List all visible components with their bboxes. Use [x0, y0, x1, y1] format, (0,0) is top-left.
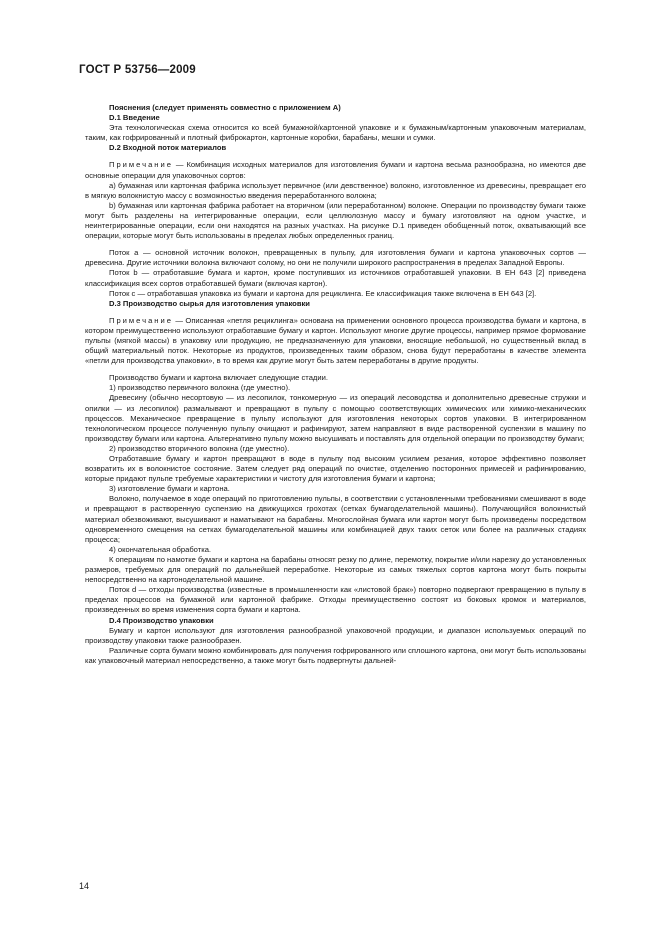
paragraph: Волокно, получаемое в ходе операций по приготовлению пульпы, в соответствии с установленными требованиями смешивают в воде и превращают в растворенную суспензию на движущихся грохотах (сетках бумагоделательной машины). Получающийся волокнистый материал обезвоживают, высушивают и наматывают на барабаны. Многослойная бумага или картон могут быть произведены посредством одновременного смещения на сетках бумагоделательной машины или комбинацией двух таких сеток или более на различных стадиях процесса; — [85, 494, 586, 544]
paragraph: К операциям по намотке бумаги и картона на барабаны относят резку по длине, перемотку, покрытие и/или нарезку до установленных размеров, требуемых для операций по дальнейшей переработке. Некоторые из самых тяжелых сортов картона могут быть покрыты непосредственно на картоноделательной машине. — [85, 554, 586, 585]
list-item: 1) производство первичного волокна (где уместно). — [109, 383, 291, 393]
paragraph: Поток b — отработавшие бумага и картон, кроме поступивших из источников отработавшей упаковки. В ЕН 643 [2] приведена классификация всех сортов отработавшей бумаги (включая картон). — [85, 268, 586, 288]
list-item: 2) производство вторичного волокна (где уместно). — [109, 443, 290, 453]
list-item: а) бумажная или картонная фабрика использует первичное (или девственное) волокно, изготовленное из древесины, превращает его в мягкую волокнистую массу с возможностью введения переработанного волокна; — [85, 180, 586, 200]
paragraph: Поток d — отходы производства (известные в промышленности как «листовой брак») повторно подвергают превращению в пульпу в пределах процессов на бумажной или картонной фабрике. Отходы преимущественно состоят из боковых кромок и материалов, произведенных во время изменения сорта бумаги и картона. — [85, 585, 586, 615]
standard-header: ГОСТ Р 53756—2009 — [79, 64, 196, 76]
paragraph: Отработавшие бумагу и картон превращают в воде в пульпу под высоким усилием резания, которое эффективно позволяет возвратить их в волокнистое состояние. Затем следует ряд операций по очистке, отделению посторонних примесей и рафинированию, которые придают пульпе требуемые характеристики и чистоту для изготовления бумаги и картона; — [85, 454, 586, 484]
list-item: 3) изготовление бумаги и картона. — [109, 484, 230, 494]
page-number: 14 — [79, 881, 90, 891]
note-text: — Описанная «петля рециклинга» основана на применении основного процесса производства бумаги и картона, в котором преимущественно используют отработавшие бумагу и картон. Используют многие другие процессы, например прямое формование пульпы (мягкой массы) в упаковку или продукцию, не предназначенную для упаковки, вносящие небольшой, но существенный вклад в общий материальный поток. Некоторые из продуктов, произведенных таким образом, снова будут переработаны в качестве элемента «петли для производства упаковки», в то время как другие могут быть затем переработаны в другие продукты. — [85, 315, 586, 366]
section-d1-title: D.1 Введение — [109, 113, 160, 123]
section-d3-title: D.3 Производство сырья для изготовления упаковки — [109, 298, 310, 308]
paragraph: Древесину (обычно несортовую — из лесопилок, тонкомерную — из операций лесоводства и дополнительно древесные стружки и опилки — из лесопилок) размалывают и превращают в пульпу с помощью соответствующих химических или химико-механических процессов. Механическое превращение в пульпу используют для изготовления некоторых сортов упаковки. В интегрированном технологическом процессе полученную пульпу очищают и рафинируют, затем направляют в виде растворенной суспензии в машину по производству бумаги или картона. Альтернативно пульпу можно высушивать и поставлять для отдельной операции по производству бумаги; — [85, 393, 586, 443]
list-item: 4) окончательная обработка. — [109, 544, 212, 554]
section-d2-title: D.2 Входной поток материалов — [109, 143, 227, 153]
note-text: — Комбинация исходных материалов для изготовления бумаги и картона весьма разнообразна, но имеются две основные операции для упаковочных сортов: — [85, 160, 586, 180]
note-paragraph — [85, 160, 586, 180]
note-paragraph — [85, 316, 586, 366]
paragraph: Эта технологическая схема относится ко всей бумажной/картонной упаковке и к бумажным/картонным упаковочным материалам, таким, как гофрированный и плотный фиброкартон, картонные коробки, барабаны, мешки и сумки. — [85, 123, 586, 143]
paragraph: Производство бумаги и картона включает следующие стадии. — [109, 373, 328, 383]
paragraph: Различные сорта бумаги можно комбинировать для получения гофрированного или сплошного картона, они могут быть использованы как упаковочный материал непосредственно, а также могут быть подвергнуты дальней- — [85, 645, 586, 665]
note-label: Примечание — [109, 315, 173, 325]
paragraph: Поток c — отработавшая упаковка из бумаги и картона для рециклинга. Ее классификация также включена в ЕН 643 [2]. — [109, 288, 537, 298]
explanations-heading: Пояснения (следует применять совместно с приложением А) — [109, 103, 341, 112]
list-item: b) бумажная или картонная фабрика работает на вторичном (или переработанном) волокне. Операции по производству бумаги также могут быть разделены на интегрированные операции, если целлюлозную массу и бумагу изготовляют на одном участке, и неинтегрированные операции, если они находятся на разных участках. На рисунке D.1 приведен обобщенный поток, охватывающий все операции, которые могут быть использованы в пределах любых определенных границ. — [85, 200, 586, 241]
note-label: Примечание — [109, 160, 173, 170]
paragraph: Поток a — основной источник волокон, превращенных в пульпу, для изготовления бумаги и картона упаковочных сортов — древесина. Другие источники волокна включают солому, но они не получили широкого распространения в пределах Западной Европы. — [85, 248, 586, 268]
section-d4-title: D.4 Производство упаковки — [109, 615, 214, 625]
document-body — [85, 95, 586, 666]
paragraph: Бумагу и картон используют для изготовления разнообразной упаковочной продукции, и диапазон используемых операций по производству упаковки также разнообразен. — [85, 625, 586, 645]
